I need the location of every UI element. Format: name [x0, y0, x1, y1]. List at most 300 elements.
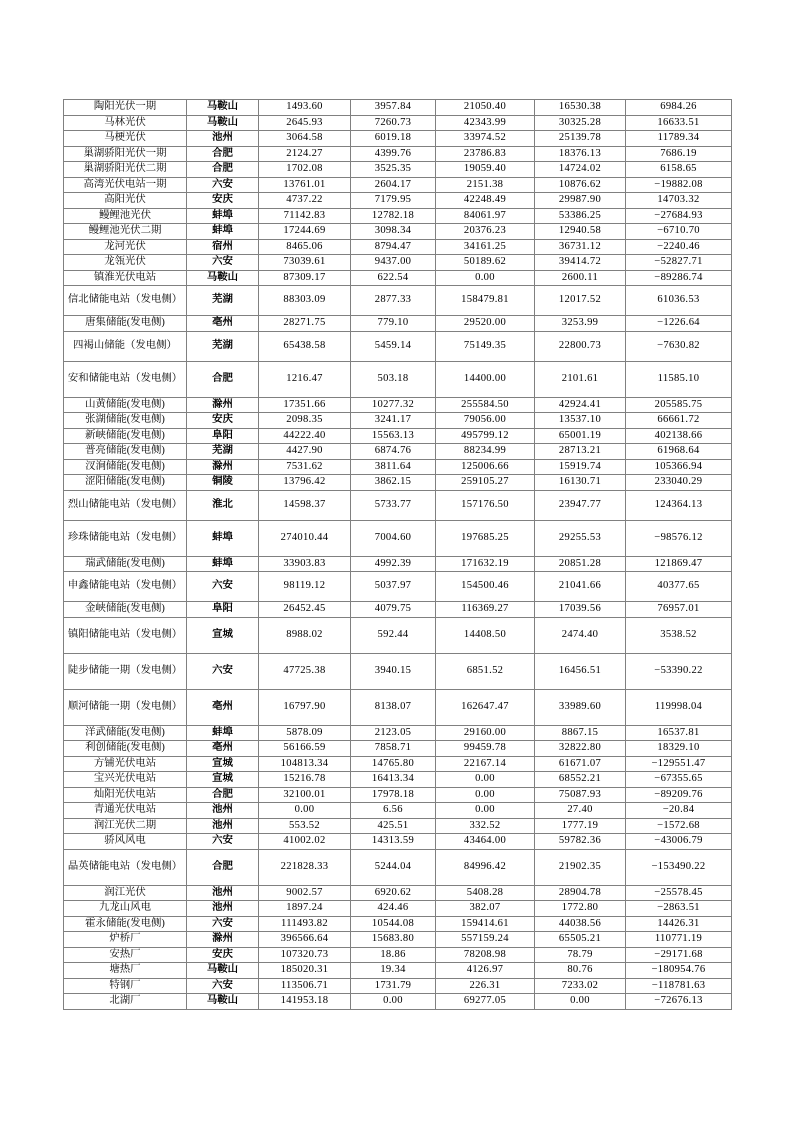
value-cell-4: 30325.28 [535, 115, 626, 131]
table-row [64, 787, 732, 803]
value-cell-2: 7858.71 [351, 741, 436, 757]
table-row [64, 617, 732, 653]
value-cell-3: 0.00 [436, 787, 535, 803]
value-cell-1: 104813.34 [259, 756, 351, 772]
table-row [64, 556, 732, 572]
station-name-cell: 陡步储能一期（发电侧） [64, 653, 187, 689]
region-cell: 滁州 [187, 459, 259, 475]
table-row [64, 834, 732, 850]
value-cell-1: 113506.71 [259, 978, 351, 994]
value-cell-1: 41002.02 [259, 834, 351, 850]
value-cell-2: 1731.79 [351, 978, 436, 994]
value-cell-3: 255584.50 [436, 397, 535, 413]
value-cell-5: 11585.10 [626, 361, 732, 397]
value-cell-1: 26452.45 [259, 602, 351, 618]
value-cell-5: 402138.66 [626, 428, 732, 444]
value-cell-3: 14400.00 [436, 361, 535, 397]
table-row [64, 689, 732, 725]
table-row [64, 520, 732, 556]
station-name-cell: 高湾光伏电站一期 [64, 177, 187, 193]
value-cell-2: 8138.07 [351, 689, 436, 725]
value-cell-2: 17978.18 [351, 787, 436, 803]
table-row [64, 115, 732, 131]
value-cell-2: 3940.15 [351, 653, 436, 689]
value-cell-5: −98576.12 [626, 520, 732, 556]
value-cell-2: 7004.60 [351, 520, 436, 556]
value-cell-2: 2604.17 [351, 177, 436, 193]
station-name-cell: 镇淮光伏电站 [64, 270, 187, 286]
value-cell-2: 6.56 [351, 803, 436, 819]
value-cell-3: 23786.83 [436, 146, 535, 162]
region-cell: 芜湖 [187, 286, 259, 316]
region-cell: 池州 [187, 803, 259, 819]
value-cell-3: 0.00 [436, 803, 535, 819]
table-row [64, 818, 732, 834]
table-row [64, 994, 732, 1010]
value-cell-3: 78208.98 [436, 947, 535, 963]
station-name-cell: 润江光伏二期 [64, 818, 187, 834]
station-name-cell: 马林光伏 [64, 115, 187, 131]
value-cell-4: 2474.40 [535, 617, 626, 653]
station-name-cell: 骄风风电 [64, 834, 187, 850]
value-cell-4: 21902.35 [535, 849, 626, 885]
region-cell: 马鞍山 [187, 115, 259, 131]
value-cell-5: −89286.74 [626, 270, 732, 286]
value-cell-4: 16130.71 [535, 475, 626, 491]
region-cell: 池州 [187, 131, 259, 147]
station-name-cell: 宝兴光伏电站 [64, 772, 187, 788]
value-cell-5: 119998.04 [626, 689, 732, 725]
station-name-cell: 顺河储能一期（发电侧） [64, 689, 187, 725]
value-cell-3: 158479.81 [436, 286, 535, 316]
value-cell-2: 6920.62 [351, 885, 436, 901]
region-cell: 宣城 [187, 772, 259, 788]
value-cell-1: 3064.58 [259, 131, 351, 147]
region-cell: 宣城 [187, 617, 259, 653]
value-cell-1: 87309.17 [259, 270, 351, 286]
value-cell-1: 185020.31 [259, 963, 351, 979]
region-cell: 亳州 [187, 316, 259, 332]
region-cell: 安庆 [187, 947, 259, 963]
value-cell-5: −52827.71 [626, 255, 732, 271]
station-name-cell: 陶阳光伏一期 [64, 100, 187, 116]
value-cell-3: 88234.99 [436, 444, 535, 460]
station-name-cell: 新峡储能(发电侧) [64, 428, 187, 444]
value-cell-5: 205585.75 [626, 397, 732, 413]
region-cell: 合肥 [187, 787, 259, 803]
value-cell-2: 5244.04 [351, 849, 436, 885]
value-cell-4: 68552.21 [535, 772, 626, 788]
value-cell-4: 33989.60 [535, 689, 626, 725]
table-row [64, 224, 732, 240]
value-cell-4: 29255.53 [535, 520, 626, 556]
value-cell-5: −2240.46 [626, 239, 732, 255]
value-cell-1: 141953.18 [259, 994, 351, 1010]
value-cell-5: 14703.32 [626, 193, 732, 209]
value-cell-2: 503.18 [351, 361, 436, 397]
value-cell-4: 65001.19 [535, 428, 626, 444]
value-cell-2: 5733.77 [351, 490, 436, 520]
value-cell-2: 3862.15 [351, 475, 436, 491]
value-cell-3: 99459.78 [436, 741, 535, 757]
station-name-cell: 涩阳储能(发电侧) [64, 475, 187, 491]
value-cell-2: 3241.17 [351, 413, 436, 429]
table-row [64, 572, 732, 602]
table-row [64, 475, 732, 491]
value-cell-2: 10277.32 [351, 397, 436, 413]
value-cell-5: −6710.70 [626, 224, 732, 240]
station-name-cell: 青通光伏电站 [64, 803, 187, 819]
value-cell-2: 16413.34 [351, 772, 436, 788]
table-row [64, 916, 732, 932]
table-row [64, 239, 732, 255]
value-cell-4: 16456.51 [535, 653, 626, 689]
value-cell-4: 28713.21 [535, 444, 626, 460]
station-name-cell: 方铺光伏电站 [64, 756, 187, 772]
value-cell-4: 12940.58 [535, 224, 626, 240]
value-cell-4: 25139.78 [535, 131, 626, 147]
station-name-cell: 龙河光伏 [64, 239, 187, 255]
value-cell-3: 2151.38 [436, 177, 535, 193]
station-name-cell: 安热厂 [64, 947, 187, 963]
value-cell-3: 20376.23 [436, 224, 535, 240]
region-cell: 合肥 [187, 361, 259, 397]
value-cell-3: 125006.66 [436, 459, 535, 475]
value-cell-5: 3538.52 [626, 617, 732, 653]
value-cell-4: 1772.80 [535, 901, 626, 917]
value-cell-1: 88303.09 [259, 286, 351, 316]
value-cell-2: 3811.64 [351, 459, 436, 475]
station-name-cell: 镇阳储能电站（发电侧） [64, 617, 187, 653]
value-cell-2: 18.86 [351, 947, 436, 963]
value-cell-3: 21050.40 [436, 100, 535, 116]
value-cell-5: −67355.65 [626, 772, 732, 788]
station-name-cell: 鳗鲤池光伏 [64, 208, 187, 224]
value-cell-1: 221828.33 [259, 849, 351, 885]
table-row [64, 803, 732, 819]
value-cell-2: 19.34 [351, 963, 436, 979]
value-cell-1: 2124.27 [259, 146, 351, 162]
table-row [64, 459, 732, 475]
region-cell: 六安 [187, 834, 259, 850]
value-cell-5: 61036.53 [626, 286, 732, 316]
station-name-cell: 瑞武储能(发电侧) [64, 556, 187, 572]
region-cell: 亳州 [187, 689, 259, 725]
value-cell-5: 121869.47 [626, 556, 732, 572]
value-cell-5: −29171.68 [626, 947, 732, 963]
value-cell-4: 0.00 [535, 994, 626, 1010]
value-cell-5: 76957.01 [626, 602, 732, 618]
value-cell-4: 15919.74 [535, 459, 626, 475]
value-cell-1: 32100.01 [259, 787, 351, 803]
table-row [64, 208, 732, 224]
value-cell-5: 11789.34 [626, 131, 732, 147]
value-cell-2: 4992.39 [351, 556, 436, 572]
value-cell-5: 7686.19 [626, 146, 732, 162]
station-name-cell: 九龙山风电 [64, 901, 187, 917]
value-cell-3: 50189.62 [436, 255, 535, 271]
value-cell-4: 23947.77 [535, 490, 626, 520]
value-cell-3: 19059.40 [436, 162, 535, 178]
region-cell: 宣城 [187, 756, 259, 772]
value-cell-1: 13761.01 [259, 177, 351, 193]
value-cell-2: 425.51 [351, 818, 436, 834]
value-cell-1: 71142.83 [259, 208, 351, 224]
value-cell-5: 6984.26 [626, 100, 732, 116]
value-cell-2: 10544.08 [351, 916, 436, 932]
value-cell-5: 66661.72 [626, 413, 732, 429]
table-row [64, 444, 732, 460]
value-cell-1: 2645.93 [259, 115, 351, 131]
station-name-cell: 巢湖骄阳光伏二期 [64, 162, 187, 178]
value-cell-4: 27.40 [535, 803, 626, 819]
region-cell: 蚌埠 [187, 725, 259, 741]
value-cell-2: 12782.18 [351, 208, 436, 224]
value-cell-3: 34161.25 [436, 239, 535, 255]
value-cell-1: 107320.73 [259, 947, 351, 963]
region-cell: 六安 [187, 177, 259, 193]
value-cell-5: 61968.64 [626, 444, 732, 460]
value-cell-2: 779.10 [351, 316, 436, 332]
value-cell-3: 69277.05 [436, 994, 535, 1010]
value-cell-4: 59782.36 [535, 834, 626, 850]
region-cell: 宿州 [187, 239, 259, 255]
station-name-cell: 唐集储能(发电侧) [64, 316, 187, 332]
value-cell-5: 6158.65 [626, 162, 732, 178]
station-name-cell: 晶英储能电站（发电侧） [64, 849, 187, 885]
value-cell-2: 2877.33 [351, 286, 436, 316]
value-cell-3: 33974.52 [436, 131, 535, 147]
value-cell-3: 4126.97 [436, 963, 535, 979]
station-name-cell: 巢湖骄阳光伏一期 [64, 146, 187, 162]
value-cell-4: 22800.73 [535, 331, 626, 361]
region-cell: 合肥 [187, 849, 259, 885]
table-row [64, 725, 732, 741]
value-cell-5: 40377.65 [626, 572, 732, 602]
value-cell-4: 7233.02 [535, 978, 626, 994]
value-cell-4: 3253.99 [535, 316, 626, 332]
region-cell: 六安 [187, 653, 259, 689]
data-table-container [63, 99, 731, 1010]
value-cell-4: 13537.10 [535, 413, 626, 429]
region-cell: 蚌埠 [187, 224, 259, 240]
table-row [64, 901, 732, 917]
region-cell: 合肥 [187, 162, 259, 178]
value-cell-4: 32822.80 [535, 741, 626, 757]
region-cell: 铜陵 [187, 475, 259, 491]
value-cell-3: 332.52 [436, 818, 535, 834]
station-name-cell: 炉桥厂 [64, 932, 187, 948]
value-cell-4: 10876.62 [535, 177, 626, 193]
station-name-cell: 申鑫储能电站（发电侧） [64, 572, 187, 602]
value-cell-2: 4079.75 [351, 602, 436, 618]
table-body [64, 100, 732, 1010]
station-name-cell: 四褐山储能（发电侧） [64, 331, 187, 361]
region-cell: 安庆 [187, 193, 259, 209]
value-cell-1: 274010.44 [259, 520, 351, 556]
value-cell-1: 8465.06 [259, 239, 351, 255]
value-cell-4: 78.79 [535, 947, 626, 963]
value-cell-2: 592.44 [351, 617, 436, 653]
value-cell-3: 171632.19 [436, 556, 535, 572]
value-cell-2: 8794.47 [351, 239, 436, 255]
region-cell: 蚌埠 [187, 520, 259, 556]
value-cell-4: 75087.93 [535, 787, 626, 803]
table-row [64, 490, 732, 520]
value-cell-4: 42924.41 [535, 397, 626, 413]
value-cell-2: 14765.80 [351, 756, 436, 772]
value-cell-3: 154500.46 [436, 572, 535, 602]
value-cell-3: 42343.99 [436, 115, 535, 131]
table-row [64, 772, 732, 788]
table-row [64, 146, 732, 162]
region-cell: 池州 [187, 818, 259, 834]
value-cell-4: 29987.90 [535, 193, 626, 209]
value-cell-5: −53390.22 [626, 653, 732, 689]
station-name-cell: 灿阳光伏电站 [64, 787, 187, 803]
value-cell-2: 3957.84 [351, 100, 436, 116]
region-cell: 池州 [187, 885, 259, 901]
station-name-cell: 润江光伏 [64, 885, 187, 901]
value-cell-1: 65438.58 [259, 331, 351, 361]
value-cell-3: 29520.00 [436, 316, 535, 332]
table-row [64, 131, 732, 147]
value-cell-4: 8867.15 [535, 725, 626, 741]
value-cell-3: 6851.52 [436, 653, 535, 689]
table-row [64, 100, 732, 116]
value-cell-3: 226.31 [436, 978, 535, 994]
table-row [64, 849, 732, 885]
region-cell: 六安 [187, 916, 259, 932]
table-row [64, 947, 732, 963]
region-cell: 马鞍山 [187, 963, 259, 979]
value-cell-4: 28904.78 [535, 885, 626, 901]
region-cell: 六安 [187, 572, 259, 602]
value-cell-3: 29160.00 [436, 725, 535, 741]
value-cell-5: 16633.51 [626, 115, 732, 131]
value-cell-1: 553.52 [259, 818, 351, 834]
table-row [64, 413, 732, 429]
value-cell-1: 56166.59 [259, 741, 351, 757]
value-cell-1: 33903.83 [259, 556, 351, 572]
station-name-cell: 珍珠储能电站（发电侧） [64, 520, 187, 556]
value-cell-4: 14724.02 [535, 162, 626, 178]
value-cell-4: 21041.66 [535, 572, 626, 602]
region-cell: 蚌埠 [187, 556, 259, 572]
station-name-cell: 安和储能电站（发电侧） [64, 361, 187, 397]
value-cell-3: 157176.50 [436, 490, 535, 520]
value-cell-5: −20.84 [626, 803, 732, 819]
region-cell: 阜阳 [187, 428, 259, 444]
station-name-cell: 烈山储能电站（发电侧） [64, 490, 187, 520]
value-cell-1: 15216.78 [259, 772, 351, 788]
table-row [64, 255, 732, 271]
table-row [64, 741, 732, 757]
value-cell-1: 98119.12 [259, 572, 351, 602]
value-cell-2: 3525.35 [351, 162, 436, 178]
value-cell-1: 17351.66 [259, 397, 351, 413]
value-cell-1: 1897.24 [259, 901, 351, 917]
value-cell-1: 4427.90 [259, 444, 351, 460]
table-row [64, 177, 732, 193]
value-cell-2: 6874.76 [351, 444, 436, 460]
value-cell-3: 495799.12 [436, 428, 535, 444]
value-cell-3: 159414.61 [436, 916, 535, 932]
value-cell-2: 4399.76 [351, 146, 436, 162]
table-row [64, 361, 732, 397]
table-row [64, 397, 732, 413]
value-cell-2: 15683.80 [351, 932, 436, 948]
value-cell-5: 18329.10 [626, 741, 732, 757]
value-cell-1: 28271.75 [259, 316, 351, 332]
value-cell-4: 53386.25 [535, 208, 626, 224]
table-row [64, 978, 732, 994]
station-name-cell: 塘热厂 [64, 963, 187, 979]
value-cell-2: 7260.73 [351, 115, 436, 131]
value-cell-5: −89209.76 [626, 787, 732, 803]
value-cell-3: 557159.24 [436, 932, 535, 948]
station-name-cell: 北湖厂 [64, 994, 187, 1010]
station-name-cell: 霍永储能(发电侧) [64, 916, 187, 932]
station-name-cell: 普亮储能(发电侧) [64, 444, 187, 460]
station-name-cell: 洋武储能(发电侧) [64, 725, 187, 741]
value-cell-5: −72676.13 [626, 994, 732, 1010]
value-cell-3: 197685.25 [436, 520, 535, 556]
region-cell: 淮北 [187, 490, 259, 520]
value-cell-4: 20851.28 [535, 556, 626, 572]
value-cell-1: 396566.64 [259, 932, 351, 948]
value-cell-5: −118781.63 [626, 978, 732, 994]
value-cell-5: −1572.68 [626, 818, 732, 834]
table-row [64, 932, 732, 948]
value-cell-3: 382.07 [436, 901, 535, 917]
value-cell-3: 79056.00 [436, 413, 535, 429]
value-cell-1: 9002.57 [259, 885, 351, 901]
region-cell: 蚌埠 [187, 208, 259, 224]
value-cell-2: 5037.97 [351, 572, 436, 602]
value-cell-1: 8988.02 [259, 617, 351, 653]
value-cell-2: 2123.05 [351, 725, 436, 741]
station-name-cell: 信北储能电站（发电侧） [64, 286, 187, 316]
value-cell-5: −129551.47 [626, 756, 732, 772]
value-cell-4: 44038.56 [535, 916, 626, 932]
value-cell-5: −43006.79 [626, 834, 732, 850]
value-cell-4: 39414.72 [535, 255, 626, 271]
value-cell-4: 2600.11 [535, 270, 626, 286]
value-cell-5: −153490.22 [626, 849, 732, 885]
value-cell-1: 47725.38 [259, 653, 351, 689]
station-name-cell: 张湖储能(发电侧) [64, 413, 187, 429]
value-cell-4: 36731.12 [535, 239, 626, 255]
value-cell-5: 16537.81 [626, 725, 732, 741]
value-cell-3: 5408.28 [436, 885, 535, 901]
value-cell-4: 18376.13 [535, 146, 626, 162]
value-cell-3: 22167.14 [436, 756, 535, 772]
value-cell-5: 124364.13 [626, 490, 732, 520]
value-cell-1: 73039.61 [259, 255, 351, 271]
value-cell-2: 9437.00 [351, 255, 436, 271]
value-cell-4: 80.76 [535, 963, 626, 979]
region-cell: 马鞍山 [187, 270, 259, 286]
value-cell-3: 0.00 [436, 772, 535, 788]
table-row [64, 653, 732, 689]
value-cell-1: 111493.82 [259, 916, 351, 932]
region-cell: 滁州 [187, 397, 259, 413]
value-cell-3: 42248.49 [436, 193, 535, 209]
table-row [64, 270, 732, 286]
value-cell-3: 162647.47 [436, 689, 535, 725]
value-cell-5: 14426.31 [626, 916, 732, 932]
